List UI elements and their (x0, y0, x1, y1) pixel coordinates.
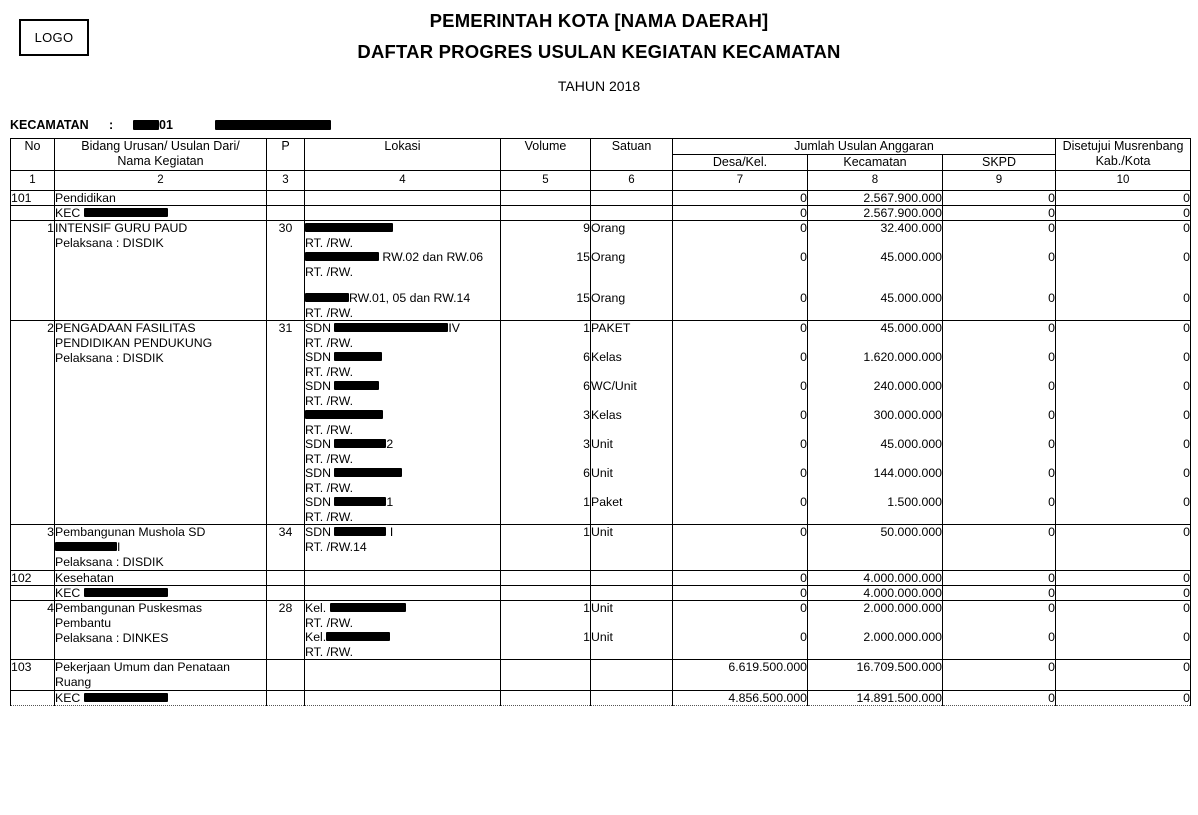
table-row-kec-102 (11, 586, 1191, 601)
row-satuan: Kelas (591, 350, 673, 379)
row-volume: 9 (501, 221, 591, 251)
row-volume: 6 (501, 350, 591, 379)
row-lokasi (305, 466, 501, 495)
row-satuan: Orang (591, 279, 673, 321)
row-name (55, 221, 267, 321)
lokasi-prefix: SDN (305, 437, 331, 451)
lokasi-text (305, 379, 500, 394)
row-disetujui: 0 (1056, 379, 1191, 408)
redaction-bar (334, 352, 382, 361)
row-skpd: 0 (943, 571, 1056, 586)
row-no: 3 (11, 525, 55, 571)
row-desa: 4.856.500.000 (673, 691, 808, 706)
row-volume: 1 (501, 601, 591, 631)
activity-name-line1: Pembangunan Mushola SD (55, 525, 206, 539)
activity-name-line2: Pembantu (55, 616, 112, 630)
kecamatan-line (10, 117, 331, 133)
th-lokasi: Lokasi (305, 139, 501, 171)
lokasi-prefix: SDN (305, 379, 331, 393)
row-disetujui: 0 (1056, 321, 1191, 351)
row-p (267, 191, 305, 206)
row-lokasi (305, 279, 501, 321)
row-no: 1 (11, 221, 55, 321)
colnum-3: 3 (267, 171, 305, 191)
th-disetujui-line2: Kab./Kota (1095, 154, 1151, 168)
row-name (55, 321, 267, 525)
lokasi-prefix: SDN (305, 525, 331, 539)
kec-prefix: KEC (55, 691, 81, 705)
row-p (267, 660, 305, 691)
row-satuan: Unit (591, 601, 673, 631)
row-desa: 0 (673, 221, 808, 251)
colnum-8: 8 (808, 171, 943, 191)
redaction-bar (84, 208, 168, 217)
row-lokasi (305, 571, 501, 586)
kecamatan-code-suffix: 01 (159, 118, 173, 132)
redaction-bar (305, 252, 379, 261)
row-kecamatan: 2.000.000.000 (808, 630, 943, 660)
lokasi-suffix: IV (448, 321, 461, 335)
table-row-group-103 (11, 660, 1191, 691)
row-desa: 0 (673, 586, 808, 601)
th-disetujui-musrenbang (1056, 139, 1191, 171)
row-kecamatan: 144.000.000 (808, 466, 943, 495)
row-no: 2 (11, 321, 55, 525)
lokasi-rt-rw: RT. /RW. (305, 364, 354, 379)
lokasi-suffix: RW.02 dan RW.06 (382, 250, 484, 264)
activity-name-line2 (55, 540, 266, 555)
row-lokasi (305, 601, 501, 631)
row-kecamatan: 14.891.500.000 (808, 691, 943, 706)
kec-prefix: KEC (55, 586, 81, 600)
redaction-bar (84, 588, 168, 597)
row-desa: 0 (673, 350, 808, 379)
row-desa: 0 (673, 571, 808, 586)
row-desa: 6.619.500.000 (673, 660, 808, 691)
lokasi-text (305, 525, 500, 540)
redaction-bar (55, 542, 117, 551)
row-skpd: 0 (943, 379, 1056, 408)
lokasi-text (305, 321, 500, 336)
lokasi-text (305, 495, 500, 510)
row-satuan: PAKET (591, 321, 673, 351)
progres-usulan-table (10, 138, 1191, 706)
logo-label: LOGO (34, 30, 74, 45)
document-header (0, 0, 1198, 108)
kecamatan-code (133, 118, 181, 132)
row-satuan: Kelas (591, 408, 673, 437)
activity-name-suffix: I (117, 540, 121, 554)
row-desa: 0 (673, 525, 808, 571)
row-satuan (591, 660, 673, 691)
row-disetujui: 0 (1056, 601, 1191, 631)
row-desa: 0 (673, 601, 808, 631)
row-kecamatan: 2.567.900.000 (808, 206, 943, 221)
lokasi-rt-rw: RT. /RW. (305, 422, 354, 437)
th-bidang-line1: Bidang Urusan/ Usulan Dari/ (81, 139, 240, 153)
lokasi-suffix: I (389, 525, 394, 539)
lokasi-rt-rw: RT. /RW. (305, 235, 354, 250)
lokasi-suffix: RW.01, 05 dan RW.14 (349, 291, 471, 305)
row-satuan (591, 691, 673, 706)
row-p (267, 586, 305, 601)
row-skpd: 0 (943, 279, 1056, 321)
row-no: 103 (11, 660, 55, 691)
row-disetujui: 0 (1056, 495, 1191, 525)
row-volume: 6 (501, 379, 591, 408)
activity-pelaksana: Pelaksana : DINKES (55, 631, 169, 645)
row-name (55, 525, 267, 571)
row-skpd: 0 (943, 408, 1056, 437)
row-lokasi (305, 191, 501, 206)
kecamatan-colon: : (109, 118, 114, 132)
row-satuan: WC/Unit (591, 379, 673, 408)
redaction-bar (305, 223, 393, 232)
colnum-6: 6 (591, 171, 673, 191)
row-disetujui: 0 (1056, 206, 1191, 221)
row-lokasi (305, 350, 501, 379)
table-column-number-row (11, 171, 1191, 191)
page-title: PEMERINTAH KOTA [NAMA DAERAH] (429, 10, 769, 31)
redaction-bar (133, 120, 159, 130)
group-name-line1: Pekerjaan Umum dan Penataan (55, 660, 230, 674)
row-satuan: Unit (591, 630, 673, 660)
row-lokasi (305, 206, 501, 221)
row-no: 101 (11, 191, 55, 206)
row-p: 34 (267, 525, 305, 571)
activity-pelaksana: Pelaksana : DISDIK (55, 555, 164, 569)
row-skpd: 0 (943, 586, 1056, 601)
row-disetujui: 0 (1056, 586, 1191, 601)
redaction-bar (334, 381, 379, 390)
table-header-row (11, 139, 1191, 155)
row-name: Kesehatan (55, 571, 267, 586)
row-skpd: 0 (943, 437, 1056, 466)
row-volume: 15 (501, 250, 591, 279)
colnum-7: 7 (673, 171, 808, 191)
th-volume: Volume (501, 139, 591, 171)
row-volume (501, 191, 591, 206)
activity-name: INTENSIF GURU PAUD (55, 221, 188, 235)
row-satuan: Unit (591, 525, 673, 571)
kecamatan-label: KECAMATAN (10, 118, 89, 132)
th-jumlah-usulan-anggaran: Jumlah Usulan Anggaran (673, 139, 1056, 155)
row-p: 30 (267, 221, 305, 321)
lokasi-text (305, 250, 500, 265)
th-satuan: Satuan (591, 139, 673, 171)
row-name (55, 660, 267, 691)
lokasi-rt-rw: RT. /RW. (305, 393, 354, 408)
activity-name-line1: Pembangunan Puskesmas (55, 601, 202, 615)
row-disetujui: 0 (1056, 408, 1191, 437)
lokasi-prefix: SDN (305, 350, 331, 364)
row-volume (501, 586, 591, 601)
redaction-bar (334, 497, 386, 506)
row-skpd: 0 (943, 691, 1056, 706)
row-disetujui: 0 (1056, 350, 1191, 379)
row-kec-name (55, 691, 267, 706)
row-skpd: 0 (943, 350, 1056, 379)
row-lokasi (305, 630, 501, 660)
row-disetujui: 0 (1056, 466, 1191, 495)
row-desa: 0 (673, 379, 808, 408)
title-block (0, 8, 1198, 96)
redaction-bar (334, 468, 402, 477)
row-lokasi (305, 586, 501, 601)
redaction-bar (334, 527, 386, 536)
lokasi-text (305, 221, 500, 236)
row-satuan: Orang (591, 250, 673, 279)
row-p (267, 691, 305, 706)
lokasi-prefix: Kel. (305, 601, 327, 615)
row-disetujui: 0 (1056, 691, 1191, 706)
row-kecamatan: 240.000.000 (808, 379, 943, 408)
row-no (11, 586, 55, 601)
table-row-group-102 (11, 571, 1191, 586)
colnum-5: 5 (501, 171, 591, 191)
lokasi-text (305, 408, 500, 423)
row-kecamatan: 4.000.000.000 (808, 571, 943, 586)
row-volume (501, 571, 591, 586)
lokasi-text (305, 601, 500, 616)
row-desa: 0 (673, 321, 808, 351)
row-lokasi (305, 437, 501, 466)
row-satuan: Unit (591, 466, 673, 495)
row-satuan (591, 191, 673, 206)
row-volume: 3 (501, 408, 591, 437)
row-skpd: 0 (943, 206, 1056, 221)
row-no: 102 (11, 571, 55, 586)
table-row-kec-101 (11, 206, 1191, 221)
lokasi-text (305, 466, 500, 481)
row-lokasi (305, 660, 501, 691)
th-skpd: SKPD (943, 155, 1056, 171)
lokasi-prefix: SDN (305, 466, 331, 480)
table-row-item-3 (11, 525, 1191, 571)
row-desa: 0 (673, 279, 808, 321)
row-skpd: 0 (943, 466, 1056, 495)
redaction-bar (215, 120, 331, 130)
kecamatan-name-redacted (215, 118, 331, 132)
th-p: P (267, 139, 305, 171)
lokasi-rt-rw: RT. /RW.14 (305, 539, 367, 554)
row-desa: 0 (673, 408, 808, 437)
row-disetujui: 0 (1056, 221, 1191, 251)
lokasi-rt-rw: RT. /RW. (305, 264, 354, 279)
row-kecamatan: 300.000.000 (808, 408, 943, 437)
row-name: Pendidikan (55, 191, 267, 206)
row-satuan: Paket (591, 495, 673, 525)
lokasi-rt-rw: RT. /RW. (305, 335, 354, 350)
lokasi-rt-rw: RT. /RW. (305, 615, 354, 630)
th-disetujui-line1: Disetujui Musrenbang (1062, 139, 1184, 153)
row-desa: 0 (673, 437, 808, 466)
row-lokasi (305, 250, 501, 279)
row-kecamatan: 2.567.900.000 (808, 191, 943, 206)
row-disetujui: 0 (1056, 660, 1191, 691)
row-p (267, 206, 305, 221)
lokasi-suffix: 2 (386, 437, 394, 451)
page-subtitle: DAFTAR PROGRES USULAN KEGIATAN KECAMATAN (357, 41, 841, 62)
row-kecamatan: 4.000.000.000 (808, 586, 943, 601)
row-volume: 1 (501, 630, 591, 660)
row-satuan: Orang (591, 221, 673, 251)
row-no (11, 206, 55, 221)
colnum-9: 9 (943, 171, 1056, 191)
row-kec-name (55, 586, 267, 601)
row-lokasi (305, 525, 501, 571)
row-desa: 0 (673, 630, 808, 660)
row-disetujui: 0 (1056, 250, 1191, 279)
row-skpd: 0 (943, 495, 1056, 525)
row-no: 4 (11, 601, 55, 660)
row-disetujui: 0 (1056, 525, 1191, 571)
row-kecamatan: 2.000.000.000 (808, 601, 943, 631)
row-lokasi (305, 495, 501, 525)
th-kecamatan: Kecamatan (808, 155, 943, 171)
group-name-line2: Ruang (55, 675, 92, 689)
colnum-2: 2 (55, 171, 267, 191)
colnum-1: 1 (11, 171, 55, 191)
row-p: 28 (267, 601, 305, 660)
th-desa-kel: Desa/Kel. (673, 155, 808, 171)
row-skpd: 0 (943, 221, 1056, 251)
row-kecamatan: 32.400.000 (808, 221, 943, 251)
colnum-10: 10 (1056, 171, 1191, 191)
row-skpd: 0 (943, 601, 1056, 631)
row-volume: 6 (501, 466, 591, 495)
row-skpd: 0 (943, 250, 1056, 279)
lokasi-text (305, 437, 500, 452)
table-row-kec-103 (11, 691, 1191, 706)
row-satuan: Unit (591, 437, 673, 466)
lokasi-rt-rw: RT. /RW. (305, 305, 354, 320)
lokasi-rt-rw: RT. /RW. (305, 480, 354, 495)
row-volume: 1 (501, 525, 591, 571)
lokasi-text (305, 350, 500, 365)
row-desa: 0 (673, 250, 808, 279)
row-lokasi (305, 691, 501, 706)
lokasi-suffix: 1 (386, 495, 394, 509)
redaction-bar (305, 293, 349, 302)
row-volume: 1 (501, 495, 591, 525)
redaction-bar (84, 693, 168, 702)
row-volume (501, 691, 591, 706)
row-satuan (591, 586, 673, 601)
activity-name-line1: PENGADAAN FASILITAS (55, 321, 196, 335)
row-kecamatan: 45.000.000 (808, 250, 943, 279)
row-skpd: 0 (943, 321, 1056, 351)
row-kecamatan: 45.000.000 (808, 437, 943, 466)
table-row-item-1 (11, 221, 1191, 251)
lokasi-prefix: SDN (305, 321, 331, 335)
activity-pelaksana: Pelaksana : DISDIK (55, 351, 164, 365)
row-p (267, 571, 305, 586)
row-desa: 0 (673, 191, 808, 206)
row-disetujui: 0 (1056, 437, 1191, 466)
row-name (55, 601, 267, 660)
row-volume (501, 206, 591, 221)
row-kecamatan: 50.000.000 (808, 525, 943, 571)
lokasi-text (305, 291, 500, 306)
row-skpd: 0 (943, 191, 1056, 206)
row-desa: 0 (673, 495, 808, 525)
row-volume: 15 (501, 279, 591, 321)
row-skpd: 0 (943, 525, 1056, 571)
redaction-bar (326, 632, 390, 641)
redaction-bar (305, 410, 383, 419)
row-skpd: 0 (943, 630, 1056, 660)
table-row-group-101 (11, 191, 1191, 206)
lokasi-text (305, 630, 500, 645)
page-year: TAHUN 2018 (557, 78, 641, 94)
redaction-bar (330, 603, 406, 612)
th-no: No (11, 139, 55, 171)
row-lokasi (305, 408, 501, 437)
row-lokasi (305, 379, 501, 408)
row-kecamatan: 45.000.000 (808, 279, 943, 321)
lokasi-prefix: Kel. (305, 630, 327, 644)
row-kecamatan: 16.709.500.000 (808, 660, 943, 691)
row-satuan (591, 206, 673, 221)
row-volume: 3 (501, 437, 591, 466)
row-kec-name (55, 206, 267, 221)
kec-prefix: KEC (55, 206, 81, 220)
row-desa: 0 (673, 206, 808, 221)
row-lokasi (305, 321, 501, 351)
row-disetujui: 0 (1056, 279, 1191, 321)
activity-pelaksana: Pelaksana : DISDIK (55, 236, 164, 250)
lokasi-prefix: SDN (305, 495, 331, 509)
row-disetujui: 0 (1056, 630, 1191, 660)
lokasi-rt-rw: RT. /RW. (305, 644, 354, 659)
row-no (11, 691, 55, 706)
th-bidang-urusan (55, 139, 267, 171)
row-satuan (591, 571, 673, 586)
row-desa: 0 (673, 466, 808, 495)
colnum-4: 4 (305, 171, 501, 191)
table-row-item-2 (11, 321, 1191, 351)
row-kecamatan: 1.500.000 (808, 495, 943, 525)
row-kecamatan: 45.000.000 (808, 321, 943, 351)
redaction-bar (334, 439, 386, 448)
row-volume: 1 (501, 321, 591, 351)
th-bidang-line2: Nama Kegiatan (117, 154, 204, 168)
lokasi-rt-rw: RT. /RW. (305, 451, 354, 466)
row-skpd: 0 (943, 660, 1056, 691)
row-p: 31 (267, 321, 305, 525)
row-lokasi (305, 221, 501, 251)
row-disetujui: 0 (1056, 571, 1191, 586)
activity-name-line2: PENDIDIKAN PENDUKUNG (55, 336, 213, 350)
redaction-bar (334, 323, 448, 332)
row-kecamatan: 1.620.000.000 (808, 350, 943, 379)
row-volume (501, 660, 591, 691)
lokasi-rt-rw: RT. /RW. (305, 509, 354, 524)
row-disetujui: 0 (1056, 191, 1191, 206)
table-row-item-4 (11, 601, 1191, 631)
